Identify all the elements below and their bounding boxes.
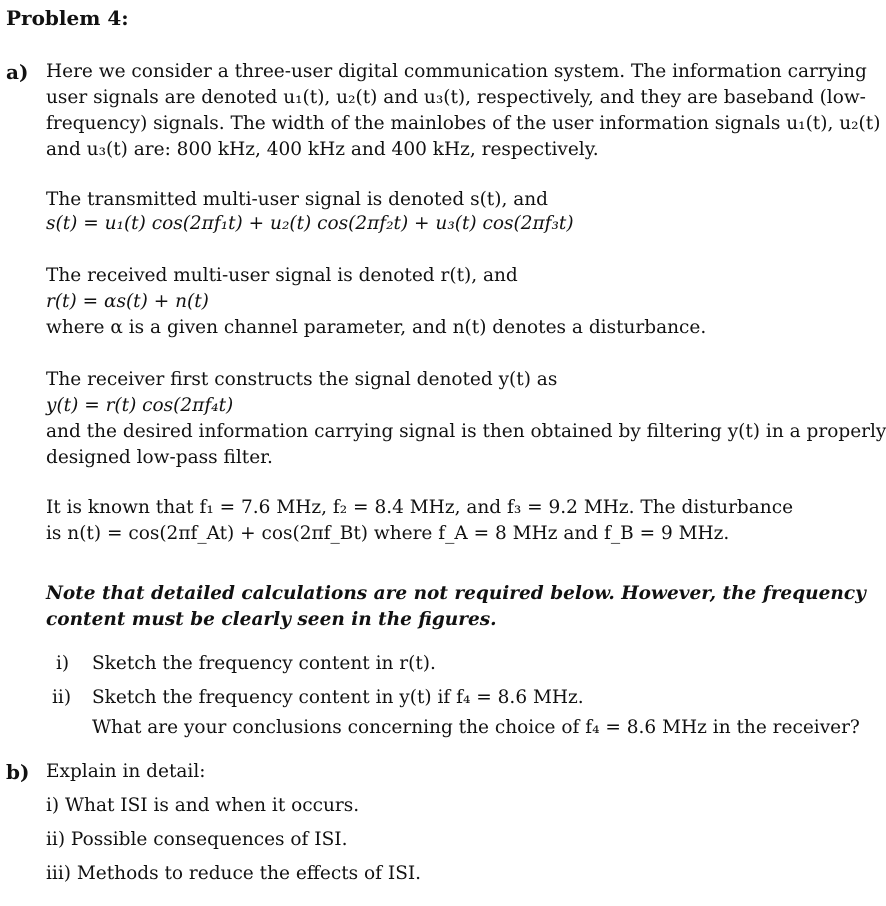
part-a-label: a): [6, 60, 29, 84]
part-b-item-ii: ii) Possible consequences of ISI.: [46, 829, 348, 850]
part-b-intro: Explain in detail:: [46, 761, 206, 782]
item-a-ii-number: ii): [52, 687, 72, 708]
disturbance-text: is n(t) = cos(2πf_At) + cos(2πf_Bt) where f_A = 8 MHz and f_B = 9 MHz.: [46, 523, 730, 544]
lowpass-filter-text-2: designed low-pass filter.: [46, 447, 273, 468]
receiver-equation: y(t) = r(t) cos(2πf₄t): [46, 395, 234, 416]
transmitted-signal-equation: s(t) = u₁(t) cos(2πf₁t) + u₂(t) cos(2πf₂t) + u₃(t) cos(2πf₃t): [46, 213, 574, 234]
part-a-intro-line-1: Here we consider a three-user digital communication system. The information carrying: [46, 61, 867, 82]
part-b-item-i: i) What ISI is and when it occurs.: [46, 795, 360, 816]
note-line-2: content must be clearly seen in the figures.: [46, 609, 497, 630]
lowpass-filter-text-1: and the desired information carrying signal is then obtained by filtering y(t) in a properly: [46, 421, 886, 442]
part-a-intro-line-3: frequency) signals. The width of the mainlobes of the user information signals u₁(t), u₂(t): [46, 113, 881, 134]
receiver-text: The receiver first constructs the signal denoted y(t) as: [46, 369, 558, 390]
problem-title: Problem 4:: [6, 6, 129, 30]
received-signal-text: The received multi-user signal is denoted r(t), and: [46, 265, 518, 286]
transmitted-signal-text: The transmitted multi-user signal is denoted s(t), and: [46, 189, 549, 210]
item-a-i-number: i): [56, 653, 70, 674]
known-frequencies-text: It is known that f₁ = 7.6 MHz, f₂ = 8.4 MHz, and f₃ = 9.2 MHz. The disturbance: [46, 497, 794, 518]
received-signal-equation: r(t) = αs(t) + n(t): [46, 291, 209, 312]
part-b-item-iii: iii) Methods to reduce the effects of ISI.: [46, 863, 422, 884]
item-a-i-text: Sketch the frequency content in r(t).: [92, 653, 436, 674]
part-a-intro-line-2: user signals are denoted u₁(t), u₂(t) and u₃(t), respectively, and they are baseband (low-: [46, 87, 866, 108]
note-line-1: Note that detailed calculations are not required below. However, the frequency: [46, 583, 866, 604]
item-a-ii-conclusion: What are your conclusions concerning the choice of f₄ = 8.6 MHz in the receiver?: [92, 717, 860, 738]
item-a-ii-text: Sketch the frequency content in y(t) if f₄ = 8.6 MHz.: [92, 687, 584, 708]
part-b-label: b): [6, 760, 30, 784]
channel-parameter-text: where α is a given channel parameter, and n(t) denotes a disturbance.: [46, 317, 707, 338]
part-a-intro-line-4: and u₃(t) are: 800 kHz, 400 kHz and 400 kHz, respectively.: [46, 139, 599, 160]
